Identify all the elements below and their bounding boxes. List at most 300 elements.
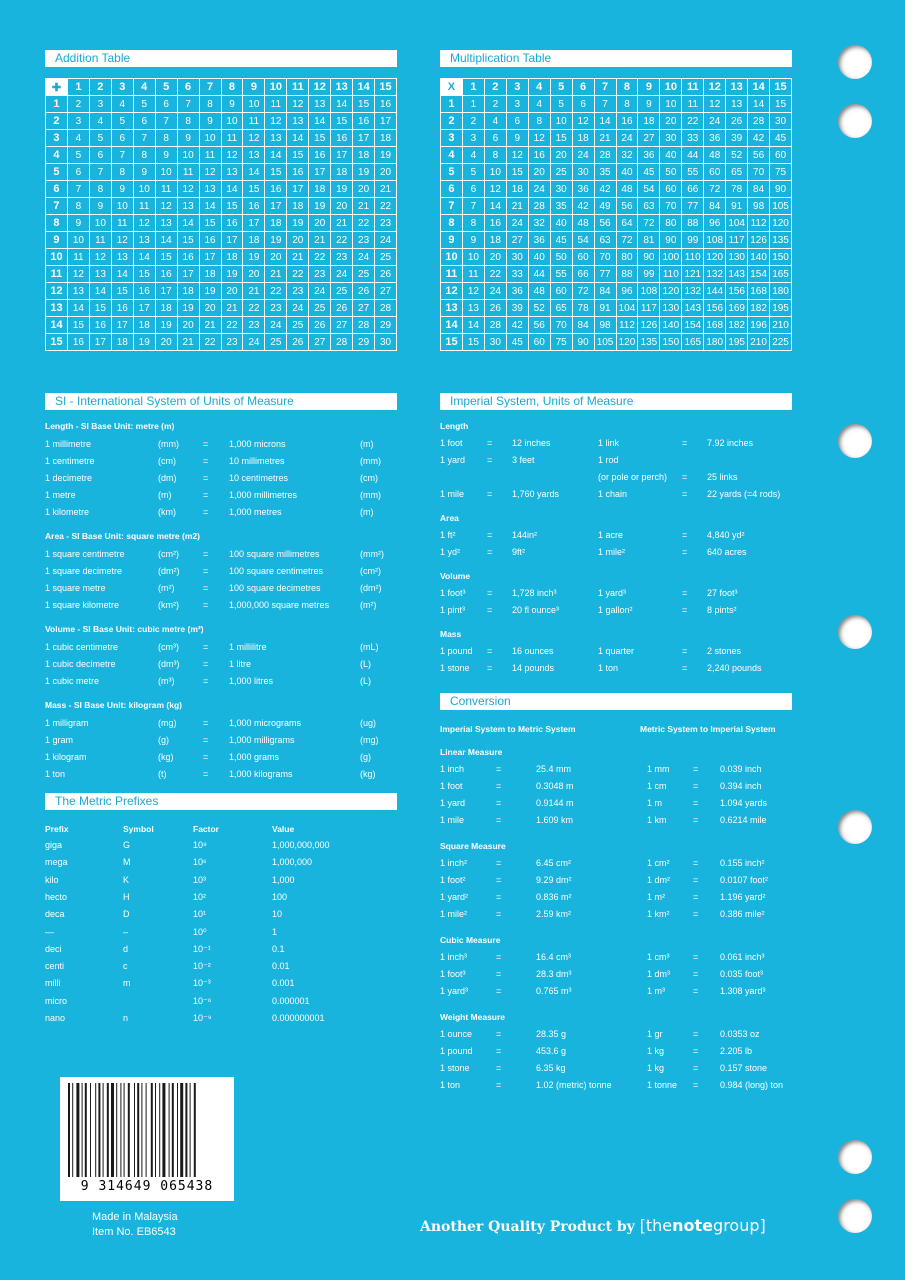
table-cell: 16 xyxy=(353,113,375,130)
table-cell: 10 xyxy=(462,249,484,266)
table-cell: 8 xyxy=(111,164,133,181)
table-cell: 24 xyxy=(265,317,287,334)
imperial-cell: = xyxy=(682,438,688,448)
conversion-cell: 1.609 km xyxy=(536,815,574,825)
table-cell: 23 xyxy=(309,266,331,283)
si-cell: 1 decimetre xyxy=(45,473,93,483)
table-cell: 7 xyxy=(594,96,616,113)
row-header: 12 xyxy=(46,283,68,300)
imperial-cell: 3 feet xyxy=(512,455,535,465)
conversion-cell: 1 pound xyxy=(440,1046,473,1056)
imperial-cell: 1,728 inch³ xyxy=(512,588,557,598)
table-cell: 140 xyxy=(660,317,682,334)
prefix-cell: 10⁻³ xyxy=(193,978,211,989)
imperial-cell: 144in² xyxy=(512,530,538,540)
si-cell: = xyxy=(203,549,209,559)
table-cell: 15 xyxy=(287,147,309,164)
table-cell: 7 xyxy=(67,181,89,198)
imperial-cell: 1 acre xyxy=(598,530,624,540)
table-cell: 28 xyxy=(528,198,550,215)
conversion-cell: 16.4 cm³ xyxy=(536,952,572,962)
table-cell: 210 xyxy=(770,317,792,334)
prefix-cell: 0.1 xyxy=(272,943,285,954)
prefix-cell: centi xyxy=(45,961,65,972)
si-group-heading: Length - SI Base Unit: metre (m) xyxy=(45,421,175,431)
table-cell: 15 xyxy=(89,300,111,317)
si-cell: 1,000 millimetres xyxy=(229,490,298,500)
table-cell: 180 xyxy=(770,283,792,300)
table-cell: 16 xyxy=(177,249,199,266)
row-header: 1 xyxy=(441,96,463,113)
prefix-cell: m xyxy=(123,978,131,989)
table-cell: 15 xyxy=(331,113,353,130)
row-header: 5 xyxy=(441,164,463,181)
si-cell: (mL) xyxy=(360,642,379,652)
table-cell: 12 xyxy=(572,113,594,130)
conversion-cell: 1 mile² xyxy=(440,909,468,919)
si-cell: 1 milligram xyxy=(45,718,89,728)
row-header: 4 xyxy=(46,147,68,164)
column-header: 4 xyxy=(528,79,550,96)
table-cell: 19 xyxy=(221,266,243,283)
table-cell: 22 xyxy=(309,249,331,266)
table-cell: 140 xyxy=(748,249,770,266)
table-cell: 23 xyxy=(265,300,287,317)
conversion-cell: = xyxy=(496,1080,502,1090)
table-cell: 36 xyxy=(572,181,594,198)
prefix-cell: 0.000001 xyxy=(272,995,310,1006)
si-cell: (mm²) xyxy=(360,549,384,559)
table-cell: 20 xyxy=(528,164,550,181)
table-cell: 12 xyxy=(221,147,243,164)
table-cell: 8 xyxy=(199,96,221,113)
table-cell: 17 xyxy=(265,198,287,215)
table-cell: 143 xyxy=(682,300,704,317)
table-cell: 132 xyxy=(704,266,726,283)
table-cell: 108 xyxy=(704,232,726,249)
table-cell: 18 xyxy=(331,164,353,181)
table-cell: 27 xyxy=(506,232,528,249)
table-cell: 126 xyxy=(638,317,660,334)
si-cell: 10 millimetres xyxy=(229,456,285,466)
conversion-cell: 0.155 inch² xyxy=(720,858,765,868)
table-cell: 6 xyxy=(462,181,484,198)
conversion-cell: = xyxy=(693,815,699,825)
table-cell: 20 xyxy=(309,215,331,232)
imperial-cell: 1 rod xyxy=(598,455,619,465)
si-cell: = xyxy=(203,718,209,728)
conversion-cell: = xyxy=(693,892,699,902)
imperial-cell: = xyxy=(682,663,688,673)
conversion-cell: = xyxy=(693,1029,699,1039)
table-cell: 15 xyxy=(309,130,331,147)
table-cell: 48 xyxy=(704,147,726,164)
table-cell: 105 xyxy=(770,198,792,215)
conversion-cell: 28.35 g xyxy=(536,1029,567,1039)
table-cell: 99 xyxy=(638,266,660,283)
table-cell: 11 xyxy=(177,164,199,181)
imperial-cell: = xyxy=(487,438,493,448)
table-cell: 180 xyxy=(704,334,726,351)
table-cell: 26 xyxy=(353,283,375,300)
table-cell: 99 xyxy=(682,232,704,249)
table-cell: 25 xyxy=(375,249,397,266)
table-cell: 14 xyxy=(331,96,353,113)
si-cell: = xyxy=(203,735,209,745)
table-cell: 5 xyxy=(89,130,111,147)
table-cell: 24 xyxy=(528,181,550,198)
table-cell: 210 xyxy=(748,334,770,351)
table-cell: 25 xyxy=(550,164,572,181)
table-cell: 14 xyxy=(221,181,243,198)
table-cell: 15 xyxy=(199,215,221,232)
prefix-cell: 10¹ xyxy=(193,909,207,920)
prefix-cell: G xyxy=(123,840,131,850)
prefix-cell: 10⁹ xyxy=(193,840,207,850)
table-cell: 28 xyxy=(353,317,375,334)
table-cell: 8 xyxy=(528,113,550,130)
conversion-cell: = xyxy=(693,909,699,919)
column-header: 2 xyxy=(484,79,506,96)
prefix-cell: 1,000 xyxy=(272,874,295,885)
prefix-cell: 1,000,000,000 xyxy=(272,840,330,850)
si-cell: 1,000 grams xyxy=(229,752,280,762)
conversion-cell: = xyxy=(496,875,502,885)
prefix-cell: 10⁻⁹ xyxy=(193,1013,212,1023)
conversion-cell: = xyxy=(693,781,699,791)
table-cell: 18 xyxy=(375,130,397,147)
imperial-cell: = xyxy=(682,489,688,499)
table-cell: 20 xyxy=(177,317,199,334)
column-header: 5 xyxy=(155,79,177,96)
imperial-cell: = xyxy=(682,588,688,598)
table-cell: 18 xyxy=(111,334,133,351)
si-cell: (L) xyxy=(360,659,371,669)
si-cell: 1,000 milligrams xyxy=(229,735,295,745)
conversion-cell: = xyxy=(496,952,502,962)
table-cell: 12 xyxy=(484,181,506,198)
table-cell: 24 xyxy=(616,130,638,147)
table-cell: 17 xyxy=(331,147,353,164)
conversion-cell: 0.0107 foot² xyxy=(720,875,769,885)
table-cell: 17 xyxy=(89,334,111,351)
table-cell: 110 xyxy=(682,249,704,266)
si-cell: (t) xyxy=(158,769,167,779)
table-cell: 39 xyxy=(726,130,748,147)
conversion-cell: = xyxy=(693,1046,699,1056)
conversion-cell: 9.29 dm² xyxy=(536,875,572,885)
si-cell: (kg) xyxy=(158,752,174,762)
table-cell: 9 xyxy=(155,147,177,164)
imperial-cell: 1 pint³ xyxy=(440,605,466,615)
table-cell: 13 xyxy=(199,181,221,198)
table-cell: 48 xyxy=(572,215,594,232)
imperial-cell: 1 gallon² xyxy=(598,605,633,615)
table-cell: 40 xyxy=(550,215,572,232)
brand-logo: [thenotegroup] xyxy=(639,1216,766,1235)
table-cell: 2 xyxy=(484,96,506,113)
binder-hole xyxy=(838,615,872,649)
table-cell: 26 xyxy=(287,334,309,351)
si-cell: 1,000 micrograms xyxy=(229,718,302,728)
table-cell: 19 xyxy=(177,300,199,317)
si-cell: (m) xyxy=(360,507,374,517)
imperial-cell: = xyxy=(487,455,493,465)
si-cell: 1 gram xyxy=(45,735,74,745)
prefix-cell: 10² xyxy=(193,891,207,902)
imperial-cell: 1 yard³ xyxy=(598,588,627,598)
prefix-cell: deci xyxy=(45,943,62,954)
imperial-group-heading: Volume xyxy=(440,571,471,581)
table-cell: 154 xyxy=(748,266,770,283)
prefix-cell: milli xyxy=(45,978,61,989)
table-cell: 150 xyxy=(660,334,682,351)
table-cell: 13 xyxy=(89,266,111,283)
table-cell: 3 xyxy=(89,96,111,113)
table-cell: 22 xyxy=(484,266,506,283)
si-cell: = xyxy=(203,676,209,686)
table-cell: 78 xyxy=(726,181,748,198)
si-cell: (mg) xyxy=(360,735,379,745)
conversion-cell: 1.196 yard² xyxy=(720,892,766,902)
table-cell: 72 xyxy=(704,181,726,198)
table-cell: 6 xyxy=(155,96,177,113)
table-cell: 16 xyxy=(484,215,506,232)
imperial-cell: 1 yard xyxy=(440,455,466,465)
conversion-cell: = xyxy=(693,858,699,868)
si-cell: 1 centimetre xyxy=(45,456,95,466)
table-cell: 10 xyxy=(199,130,221,147)
table-cell: 6 xyxy=(484,130,506,147)
table-cell: 16 xyxy=(375,96,397,113)
si-cell: 1 square metre xyxy=(45,583,106,593)
table-cell: 26 xyxy=(726,113,748,130)
table-cell: 42 xyxy=(506,317,528,334)
table-cell: 24 xyxy=(331,266,353,283)
table-cell: 13 xyxy=(726,96,748,113)
table-cell: 14 xyxy=(243,164,265,181)
si-cell: 10 centimetres xyxy=(229,473,289,483)
table-cell: 18 xyxy=(506,181,528,198)
table-cell: 6 xyxy=(133,113,155,130)
imperial-cell: 14 pounds xyxy=(512,663,555,673)
table-cell: 22 xyxy=(199,334,221,351)
table-cell: 21 xyxy=(375,181,397,198)
conversion-cell: 0.3048 m xyxy=(536,781,574,791)
conversion-cell: = xyxy=(496,1063,502,1073)
si-cell: 1 ton xyxy=(45,769,66,779)
column-header: 13 xyxy=(331,79,353,96)
table-cell: 195 xyxy=(770,300,792,317)
si-cell: (mm) xyxy=(158,439,179,449)
table-cell: 35 xyxy=(550,198,572,215)
si-cell: (g) xyxy=(360,752,371,762)
si-cell: = xyxy=(203,600,209,610)
table-cell: 24 xyxy=(375,232,397,249)
row-header: 10 xyxy=(46,249,68,266)
table-cell: 4 xyxy=(528,96,550,113)
table-cell: 13 xyxy=(265,130,287,147)
si-cell: (dm²) xyxy=(158,566,180,576)
si-cell: (m) xyxy=(158,490,172,500)
table-cell: 15 xyxy=(353,96,375,113)
table-cell: 56 xyxy=(748,147,770,164)
table-cell: 14 xyxy=(748,96,770,113)
table-cell: 16 xyxy=(243,198,265,215)
table-cell: 33 xyxy=(506,266,528,283)
si-cell: (cm) xyxy=(158,456,176,466)
si-cell: = xyxy=(203,769,209,779)
table-cell: 18 xyxy=(133,317,155,334)
conversion-cell: 28.3 dm³ xyxy=(536,969,572,979)
conversion-cell: 1 inch xyxy=(440,764,465,774)
addition-table-title: Addition Table xyxy=(45,50,397,67)
conversion-cell: = xyxy=(496,858,502,868)
prefix-cell: nano xyxy=(45,1013,66,1023)
column-header: 6 xyxy=(177,79,199,96)
column-header: 6 xyxy=(572,79,594,96)
table-cell: 8 xyxy=(133,147,155,164)
table-cell: 17 xyxy=(177,266,199,283)
table-cell: 96 xyxy=(704,215,726,232)
conversion-cell: 1 dm³ xyxy=(647,969,671,979)
table-cell: 18 xyxy=(265,215,287,232)
table-cell: 18 xyxy=(309,181,331,198)
conversion-cell: = xyxy=(496,1046,502,1056)
imperial-cell: 12 inches xyxy=(512,438,551,448)
prefix-cell: n xyxy=(123,1013,129,1023)
table-cell: 91 xyxy=(594,300,616,317)
multiplication-table xyxy=(440,78,792,351)
table-cell: 72 xyxy=(572,283,594,300)
table-cell: 105 xyxy=(594,334,616,351)
table-cell: 45 xyxy=(550,232,572,249)
table-cell: 10 xyxy=(660,96,682,113)
table-cell: 10 xyxy=(67,232,89,249)
conversion-cell: 6.35 kg xyxy=(536,1063,566,1073)
table-cell: 16 xyxy=(199,232,221,249)
imperial-cell: 16 ounces xyxy=(512,646,554,656)
row-header: 5 xyxy=(46,164,68,181)
table-cell: 16 xyxy=(528,147,550,164)
table-cell: 16 xyxy=(133,283,155,300)
table-cell: 15 xyxy=(243,181,265,198)
table-cell: 21 xyxy=(594,130,616,147)
table-cell: 17 xyxy=(111,317,133,334)
table-cell: 14 xyxy=(177,215,199,232)
table-cell: 100 xyxy=(660,249,682,266)
si-cell: (kg) xyxy=(360,769,376,779)
conversion-cell: 2.205 lb xyxy=(720,1046,753,1056)
imperial-cell: = xyxy=(682,472,688,482)
conversion-cell: 0.765 m³ xyxy=(536,986,572,996)
table-cell: 18 xyxy=(353,147,375,164)
table-cell: 22 xyxy=(353,215,375,232)
table-cell: 19 xyxy=(353,164,375,181)
imperial-cell: 4,840 yd² xyxy=(707,530,745,540)
table-cell: 117 xyxy=(638,300,660,317)
table-cell: 22 xyxy=(682,113,704,130)
table-cell: 19 xyxy=(309,198,331,215)
binder-hole xyxy=(838,104,872,138)
binder-hole xyxy=(838,810,872,844)
conversion-cell: 1.094 yards xyxy=(720,798,768,808)
table-cell: 17 xyxy=(353,130,375,147)
conversion-cell: 0.0353 oz xyxy=(720,1029,760,1039)
row-header: 13 xyxy=(46,300,68,317)
table-cell: 13 xyxy=(67,283,89,300)
table-cell: 2 xyxy=(67,96,89,113)
table-cell: 13 xyxy=(287,113,309,130)
table-cell: 9 xyxy=(506,130,528,147)
conversion-cell: 453.6 g xyxy=(536,1046,567,1056)
prefix-cell: 10⁻⁶ xyxy=(193,995,212,1006)
conversion-left-heading: Imperial System to Metric System xyxy=(440,724,576,734)
conversion-cell: 1 m³ xyxy=(647,986,665,996)
si-cell: (cm²) xyxy=(158,549,179,559)
table-cell: 64 xyxy=(616,215,638,232)
column-header: 3 xyxy=(111,79,133,96)
table-cell: 17 xyxy=(243,215,265,232)
prefix-cell: 10³ xyxy=(193,874,207,885)
addition-table xyxy=(45,78,397,351)
conversion-cell: 1 foot³ xyxy=(440,969,466,979)
conversion-cell: 0.061 inch³ xyxy=(720,952,765,962)
table-cell: 14 xyxy=(309,113,331,130)
row-header: 1 xyxy=(46,96,68,113)
table-cell: 20 xyxy=(484,249,506,266)
table-cell: 169 xyxy=(726,300,748,317)
barcode xyxy=(60,1077,234,1201)
table-cell: 49 xyxy=(594,198,616,215)
conversion-cell: 0.386 mile² xyxy=(720,909,765,919)
table-cell: 15 xyxy=(265,164,287,181)
table-cell: 24 xyxy=(506,215,528,232)
conversion-cell: = xyxy=(496,909,502,919)
si-cell: 100 square centimetres xyxy=(229,566,324,576)
table-cell: 7 xyxy=(133,130,155,147)
table-cell: 7 xyxy=(111,147,133,164)
made-in-label: Made in Malaysia xyxy=(92,1211,178,1223)
si-cell: (dm²) xyxy=(360,583,382,593)
column-header: 15 xyxy=(375,79,397,96)
table-cell: 15 xyxy=(462,334,484,351)
column-header: 7 xyxy=(199,79,221,96)
table-cell: 9 xyxy=(133,164,155,181)
column-header: 8 xyxy=(221,79,243,96)
table-cell: 42 xyxy=(594,181,616,198)
table-cell: 81 xyxy=(638,232,660,249)
conversion-cell: 1.308 yard³ xyxy=(720,986,766,996)
table-cell: 6 xyxy=(89,147,111,164)
table-cell: 12 xyxy=(287,96,309,113)
column-header: 9 xyxy=(243,79,265,96)
table-cell: 16 xyxy=(111,300,133,317)
si-cell: = xyxy=(203,642,209,652)
si-cell: = xyxy=(203,566,209,576)
table-cell: 9 xyxy=(462,232,484,249)
table-cell: 42 xyxy=(748,130,770,147)
table-cell: 14 xyxy=(484,198,506,215)
row-header: 2 xyxy=(46,113,68,130)
imperial-cell: 1,760 yards xyxy=(512,489,560,499)
table-cell: 4 xyxy=(67,130,89,147)
si-cell: 1 kilogram xyxy=(45,752,87,762)
table-cell: 19 xyxy=(287,215,309,232)
table-cell: 8 xyxy=(484,147,506,164)
table-cell: 21 xyxy=(243,283,265,300)
table-cell: 121 xyxy=(682,266,704,283)
